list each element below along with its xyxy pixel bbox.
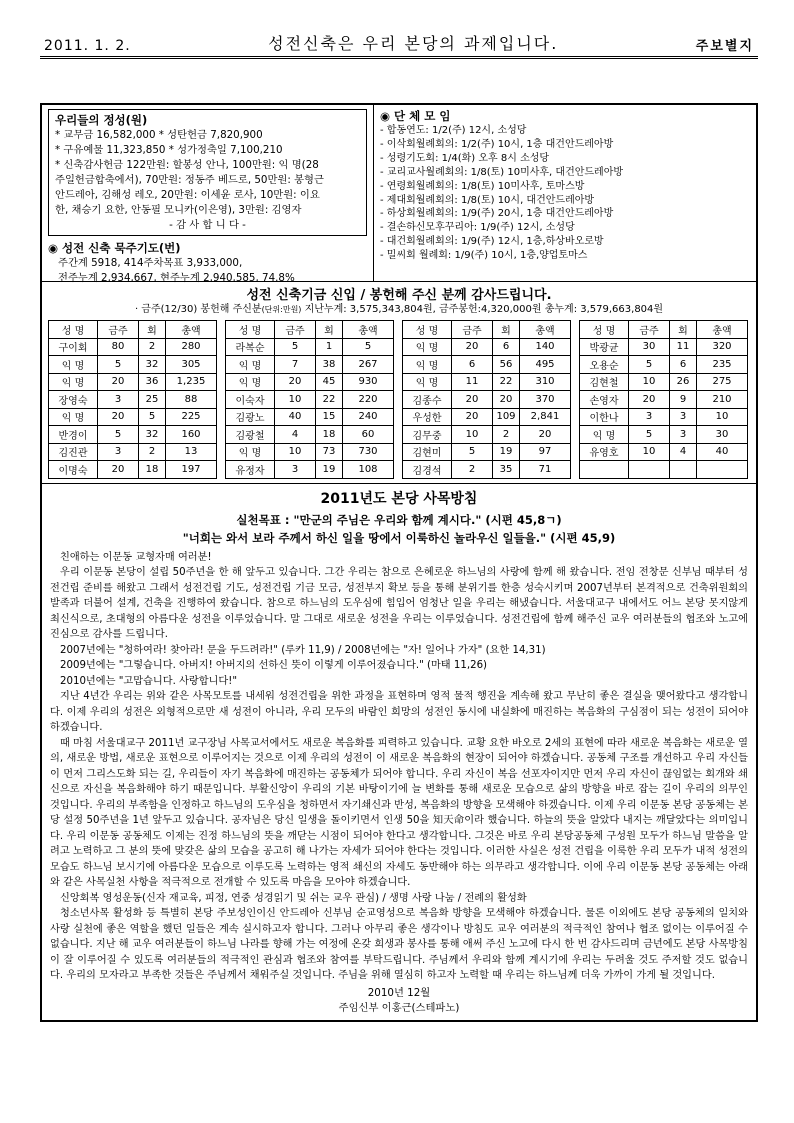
table-row	[580, 338, 748, 356]
fund-section	[42, 284, 756, 479]
table-cell: 5	[139, 408, 166, 426]
policy-body	[50, 550, 748, 984]
table-cell: 익 명	[49, 373, 98, 391]
table-cell: 73	[316, 443, 343, 461]
table-row	[49, 338, 217, 356]
table-cell: 20	[493, 391, 520, 409]
table-cell: 2	[139, 338, 166, 356]
policy-paragraph: 2007년에는 "청하여라! 찾아라! 문을 두드려라!" (루카 11,9) / 2008년에는 "자! 일어나 가자" (요한 14,31)	[60, 644, 546, 656]
table-row	[226, 391, 394, 409]
table-row	[49, 461, 217, 479]
group-item: - 대건회월례회의: 1/9(주) 12시, 1층,하상바오로방	[380, 236, 604, 248]
table-cell: 140	[520, 338, 571, 356]
table-cell: 2	[452, 461, 493, 479]
table-cell: 박광균	[580, 338, 629, 356]
devotion-lines	[55, 128, 360, 233]
table-cell: 우성한	[403, 408, 452, 426]
table-cell	[670, 461, 697, 479]
table-cell: 20	[98, 373, 139, 391]
table-cell: 반경이	[49, 426, 98, 444]
issue-date: 2011. 1. 2.	[44, 38, 131, 54]
table-cell: 익 명	[403, 356, 452, 374]
fund-column-header: 총액	[343, 321, 394, 339]
group-item: - 성령기도회: 1/4(화) 오후 8시 소성당	[380, 152, 550, 164]
table-cell: 495	[520, 356, 571, 374]
table-cell: 3	[98, 391, 139, 409]
table-row	[49, 356, 217, 374]
table-cell: 20	[629, 391, 670, 409]
fund-summary-a: · 금주(12/30) 봉헌해 주신분	[134, 304, 262, 315]
table-row	[226, 461, 394, 479]
table-row	[403, 338, 571, 356]
table-cell: 5	[629, 356, 670, 374]
table-cell: 손영자	[580, 391, 629, 409]
table-cell: 6	[493, 338, 520, 356]
signature-date: 2010년 12월	[367, 986, 431, 999]
table-cell: 7	[275, 356, 316, 374]
table-cell: 10	[629, 373, 670, 391]
table-cell: 10	[452, 426, 493, 444]
table-cell: 275	[697, 373, 748, 391]
table-cell: 4	[275, 426, 316, 444]
fund-tables	[42, 317, 756, 479]
policy-paragraph: 우리 이문동 본당이 설립 50주년을 한 해 앞두고 있습니다. 그간 우리는 참으로 은혜로운 하느님의 사랑에 함께 해 왔습니다. 전임 전창문 신부님 때부터 성전건립 준비를 해왔고 그래서 성전건립 기도, 성전건립 기금 모금, 성전부지 확보 등을 통해 분위기를 한층 성숙시키며 2007년부터 본격적으로 건축위원회의 발족과 더불어 설계, 건축을 진행하여 왔습니다. 참으로 하느님의 도우심에 힘입어 엄청난 일을 우리는 해냈습니다. 서울대교구 내에서도 어느 본당 못지않게 최신식으로, 초대형의 아름다운 성전을 이루었습니다. 말 그대로 새로운 성전을 우리는 이루었습니다. 성전건립에 함께 해주신 교우 여러분들의 협조와 노고에 진심으로 감사를 드립니다.	[50, 567, 748, 640]
table-row	[580, 461, 748, 479]
fund-column-header: 총액	[697, 321, 748, 339]
table-cell: 익 명	[49, 356, 98, 374]
table-cell	[629, 461, 670, 479]
fund-table	[48, 320, 217, 479]
table-row	[580, 443, 748, 461]
fund-unit: (단위:만원)	[261, 305, 302, 314]
table-cell: 익 명	[403, 338, 452, 356]
table-cell: 2	[139, 443, 166, 461]
table-cell: 김광노	[226, 408, 275, 426]
table-cell: 5	[98, 426, 139, 444]
fund-column-header: 회	[316, 321, 343, 339]
table-cell: 160	[166, 426, 217, 444]
table-cell: 310	[520, 373, 571, 391]
table-cell: 9	[670, 391, 697, 409]
table-cell: 3	[629, 408, 670, 426]
table-cell: 20	[452, 338, 493, 356]
table-row	[226, 356, 394, 374]
table-cell: 5	[452, 443, 493, 461]
table-cell: 267	[343, 356, 394, 374]
fund-column-header: 성 명	[226, 321, 275, 339]
table-cell: 730	[343, 443, 394, 461]
table-cell: 유영호	[580, 443, 629, 461]
table-cell: 이한나	[580, 408, 629, 426]
policy-goal: 실천목표 : "만군의 주님은 우리와 함께 계시다." (시편 45,8ㄱ)	[236, 512, 562, 527]
fund-summary-b: 지난누계: 3,575,343,804원, 금주봉헌:4,320,000원 총누계: 3,579,663,804원	[304, 304, 664, 315]
table-cell: 370	[520, 391, 571, 409]
devotion-title: 우리들의 정성(원)	[55, 113, 148, 127]
table-cell: 김진관	[49, 443, 98, 461]
devotion-thanks: - 감 사 합 니 다 -	[169, 219, 246, 231]
bulletin-frame	[40, 103, 758, 1022]
table-cell: 10	[697, 408, 748, 426]
table-cell: 36	[139, 373, 166, 391]
table-cell: 20	[275, 373, 316, 391]
table-cell: 3	[670, 426, 697, 444]
table-cell: 40	[697, 443, 748, 461]
table-cell: 6	[670, 356, 697, 374]
table-cell: 이명숙	[49, 461, 98, 479]
policy-paragraph: 때 마침 서울대교구 2011년 교구장님 사목교서에서도 새로운 복음화를 피력하고 있습니다. 교황 요한 바오로 2세의 표현에 따라 새로운 복음화는 새로운 열의, 새로운 방법, 새로운 표현으로 이루어지는 것으로 이제 우리의 성전이 이 새로운 복음화의 현장이 되어야 하겠습니다. 공동체 구조를 개선하고 우리 자신들이 먼저 그리스도화 되는 길, 우리들이 자기 복음화에 매진하는 공동체가 되어야 합니다. 우리 자신이 복음 선포자이지만 먼저 우리 자신이 끊임없는 회개와 쇄신으로 자신을 복음화해야 하기 때문입니다. 부활신앙이 우리의 기본 바탕이기에 늘 변화를 통해 새로운 모습으로 삶의 방향을 바로 잡는 길이 우리의 의무인 것입니다. 우리의 부족함을 인정하고 하느님의 도우심을 청하면서 자기쇄신과 반성, 복음화의 방향을 모색해야 하겠습니다. 이제 우리 이문동 본당 공동체는 본당 설정 50주년을 1년 앞두고 있습니다. 공자님은 당신 일생을 돌이키면서 인생 50을 知天命이라 했습니다. 하늘의 뜻을 알았다 내지는 깨달았다는 의미입니다. 우리 이문동 공동체도 이제는 진정 하느님의 뜻을 깨닫는 시점이 되어야 한다고 생각합니다. 그것은 바로 우리 본당공동체 구성원 모두가 하느님 말씀을 알려고 노력하고 그 분의 뜻에 맞갖은 삶의 모습을 공고히 해 나가는 자세가 되어야 한다는 것입니다. 이러한 사실은 성전 건립을 이룩한 우리 모두가 내적 성전의 모습도 하느님 보시기에 아름다운 모습으로 이루도록 노력하는 영적 쇄신의 자세도 동반해야 하는 의무라고 생각합니다. 이에 우리 이문동 본당 공동체는 아래와 같은 사목실천 사항을 적극적으로 전개할 수 있도록 마음을 모아야 하겠습니다.	[50, 737, 748, 888]
fund-column-header: 총액	[166, 321, 217, 339]
table-cell: 19	[316, 461, 343, 479]
table-row	[580, 391, 748, 409]
page	[40, 28, 758, 1022]
policy-paragraph: 신앙회복 영성운동(신자 재교육, 피정, 연중 성경읽기 및 쉬는 교우 관심) / 생명 사랑 나눔 / 전례의 활성화	[60, 892, 527, 904]
group-item: - 이삭회월례회의: 1/2(주) 10시, 1층 대건안드레아방	[380, 138, 614, 150]
table-cell: 11	[452, 373, 493, 391]
table-cell: 22	[316, 391, 343, 409]
group-item: - 결손하신모후꾸리아: 1/9(주) 12시, 소성당	[380, 222, 575, 234]
table-row	[403, 443, 571, 461]
table-cell: 32	[139, 356, 166, 374]
table-cell	[580, 461, 629, 479]
table-row	[226, 443, 394, 461]
table-cell: 2,841	[520, 408, 571, 426]
table-cell: 18	[139, 461, 166, 479]
table-cell: 10	[275, 443, 316, 461]
group-item: - 밀씨회 월례회: 1/9(주) 10시, 1층,양업토마스	[380, 250, 588, 262]
table-row	[49, 408, 217, 426]
table-cell: 김무중	[403, 426, 452, 444]
table-cell: 익 명	[226, 373, 275, 391]
table-cell: 익 명	[226, 443, 275, 461]
table-cell	[697, 461, 748, 479]
table-cell: 1,235	[166, 373, 217, 391]
fund-column-header: 성 명	[403, 321, 452, 339]
devotion-line: * 교무금 16,582,000 * 성탄헌금 7,820,900	[55, 129, 263, 141]
table-cell: 60	[343, 426, 394, 444]
table-cell: 88	[166, 391, 217, 409]
table-cell: 35	[493, 461, 520, 479]
table-cell: 15	[316, 408, 343, 426]
prayer-box	[48, 240, 367, 286]
table-cell: 유정자	[226, 461, 275, 479]
header-label: 주보별지	[695, 39, 754, 54]
fund-table	[402, 320, 571, 479]
table-cell: 13	[166, 443, 217, 461]
devotion-box	[48, 109, 367, 236]
table-cell: 오용순	[580, 356, 629, 374]
table-cell: 210	[697, 391, 748, 409]
table-cell: 3	[670, 408, 697, 426]
table-cell: 김현철	[580, 373, 629, 391]
table-cell: 220	[343, 391, 394, 409]
table-cell: 10	[275, 391, 316, 409]
table-cell: 20	[98, 461, 139, 479]
table-row	[580, 408, 748, 426]
devotion-line: 안드레아, 김해성 레오, 20만원: 이세윤 로사, 10만원: 이요	[55, 189, 320, 201]
table-cell: 5	[275, 338, 316, 356]
left-column	[42, 105, 374, 284]
group-item: - 연령회월례회의: 1/8(토) 10미사후, 토마스방	[380, 180, 585, 192]
table-cell: 11	[670, 338, 697, 356]
table-cell: 109	[493, 408, 520, 426]
fund-column-header: 금주	[629, 321, 670, 339]
table-cell: 익 명	[580, 426, 629, 444]
table-row	[580, 373, 748, 391]
prayer-line: 주간계 5918, 414주차목표 3,933,000,	[58, 257, 243, 269]
prayer-line: 전주누계 2,934,667, 현주누계 2,940,585, 74.8%	[58, 272, 295, 284]
fund-table-header	[226, 321, 394, 339]
fund-table-header	[580, 321, 748, 339]
table-cell: 80	[98, 338, 139, 356]
table-cell: 22	[493, 373, 520, 391]
policy-paragraph: 청소년사목 활성화 등 특별히 본당 주보성인이신 안드레아 신부님 순교영성으로 복음화 방향을 모색해야 하겠습니다. 물론 이외에도 본당 공동체의 일치와 사랑 실천에 좋은 역할을 했던 일들은 계속 실시하고자 합니다. 그러나 아무리 좋은 생각이나 방침도 교우 여러분의 적극적인 참여나 협조 없이는 이루어질 수 없습니다. 지난 해 교우 여러분들이 하느님 나라를 향해 가는 여정에 온갖 희생과 봉사를 통해 애써 주신 노고에 다시 한 번 감사드리며 금년에도 본당 사목방침이 잘 이루어질 수 있도록 여러분들의 적극적인 관심과 협조와 참여를 부탁드립니다. 주님께서 우리와 함께 계시기에 우리는 두려울 것도 주저할 것도 없습니다. 우리의 모자라고 부족한 것들은 주님께서 채워주실 것입니다. 주님을 위해 열심히 하고자 노력할 때 우리는 하느님께 더욱 가까이 가게 될 것입니다.	[50, 908, 748, 981]
fund-column-header: 성 명	[49, 321, 98, 339]
fund-title: 성전 신축기금 신입 / 봉헌해 주신 분께 감사드립니다.	[246, 288, 552, 303]
table-cell: 197	[166, 461, 217, 479]
table-cell: 280	[166, 338, 217, 356]
fund-column-header: 회	[670, 321, 697, 339]
table-cell: 19	[493, 443, 520, 461]
table-cell: 5	[98, 356, 139, 374]
table-cell: 10	[629, 443, 670, 461]
table-row	[403, 373, 571, 391]
table-cell: 240	[343, 408, 394, 426]
table-row	[49, 443, 217, 461]
table-cell: 1	[316, 338, 343, 356]
group-item: - 합동연도: 1/2(주) 12시, 소성당	[380, 125, 527, 136]
page-header	[40, 28, 758, 59]
table-row	[403, 356, 571, 374]
table-cell: 익 명	[403, 373, 452, 391]
fund-column-header: 총액	[520, 321, 571, 339]
table-row	[226, 408, 394, 426]
table-row	[403, 426, 571, 444]
table-row	[580, 426, 748, 444]
signature	[50, 986, 748, 1016]
table-cell: 6	[452, 356, 493, 374]
table-cell: 익 명	[226, 356, 275, 374]
table-cell: 225	[166, 408, 217, 426]
prayer-title: ◉ 성전 신축 묵주기도(번)	[48, 241, 181, 255]
table-cell: 20	[452, 408, 493, 426]
table-row	[49, 373, 217, 391]
header-title: 성전신축은 우리 본당의 과제입니다.	[268, 34, 559, 53]
table-cell: 32	[139, 426, 166, 444]
table-cell: 20	[98, 408, 139, 426]
group-item: - 제대회월례회의: 1/8(토) 10시, 대건안드레아방	[380, 194, 595, 206]
table-cell: 3	[98, 443, 139, 461]
table-cell: 40	[275, 408, 316, 426]
table-cell: 305	[166, 356, 217, 374]
table-cell: 45	[316, 373, 343, 391]
policy-paragraph: 친애하는 이문동 교형자매 여러분!	[60, 551, 212, 563]
fund-column-header: 금주	[98, 321, 139, 339]
table-cell: 18	[316, 426, 343, 444]
groups-column	[374, 105, 756, 281]
devotion-line: * 구유예물 11,323,850 * 성가정축일 7,100,210	[55, 144, 283, 156]
table-cell: 김종수	[403, 391, 452, 409]
fund-table-header	[403, 321, 571, 339]
table-cell: 3	[275, 461, 316, 479]
fund-table-header	[49, 321, 217, 339]
group-item: - 하상회월례회의: 1/9(주) 20시, 1층 대건안드레아방	[380, 208, 614, 220]
table-cell: 김현미	[403, 443, 452, 461]
table-cell: 56	[493, 356, 520, 374]
table-cell: 익 명	[49, 408, 98, 426]
policy-title: 2011년도 본당 사목방침	[320, 490, 478, 507]
table-cell: 25	[139, 391, 166, 409]
table-cell: 930	[343, 373, 394, 391]
table-cell: 26	[670, 373, 697, 391]
table-cell: 이숙자	[226, 391, 275, 409]
policy-paragraph: 2010년에는 "고맙습니다. 사랑합니다!"	[60, 675, 238, 687]
table-cell: 71	[520, 461, 571, 479]
table-cell: 김경석	[403, 461, 452, 479]
fund-column-header: 금주	[275, 321, 316, 339]
group-item: - 교리교사월례회의: 1/8(토) 10미사후, 대건안드레아방	[380, 166, 624, 178]
table-row	[580, 356, 748, 374]
policy-goal-2: "너희는 와서 보라 주께서 하신 일을 땅에서 이룩하신 놀라우신 일들을." (시편 45,9)	[182, 530, 616, 545]
table-cell: 2	[493, 426, 520, 444]
table-cell: 38	[316, 356, 343, 374]
fund-column-header: 금주	[452, 321, 493, 339]
table-row	[403, 408, 571, 426]
table-cell: 97	[520, 443, 571, 461]
table-cell: 320	[697, 338, 748, 356]
fund-table	[579, 320, 748, 479]
table-cell: 구이회	[49, 338, 98, 356]
table-cell: 라복순	[226, 338, 275, 356]
table-cell: 20	[520, 426, 571, 444]
table-cell: 30	[697, 426, 748, 444]
policy-section	[42, 483, 756, 1020]
table-cell: 4	[670, 443, 697, 461]
fund-summary	[42, 303, 756, 317]
fund-table	[225, 320, 394, 479]
devotion-line: 주일헌금합축에서), 70만원: 정동주 베드로, 50만원: 봉형근	[55, 174, 324, 186]
devotion-line: * 신축감사헌금 122만원: 할봉성 안나, 100만원: 익 명(28	[55, 159, 319, 171]
prayer-lines	[48, 256, 367, 286]
table-cell: 김광철	[226, 426, 275, 444]
table-cell: 108	[343, 461, 394, 479]
fund-column-header: 회	[493, 321, 520, 339]
table-row	[49, 426, 217, 444]
table-cell: 장영숙	[49, 391, 98, 409]
table-row	[226, 373, 394, 391]
top-row	[42, 105, 756, 282]
table-row	[403, 391, 571, 409]
fund-column-header: 회	[139, 321, 166, 339]
table-cell: 30	[629, 338, 670, 356]
table-cell: 20	[452, 391, 493, 409]
table-row	[403, 461, 571, 479]
table-cell: 5	[629, 426, 670, 444]
table-row	[49, 391, 217, 409]
table-row	[226, 338, 394, 356]
groups-title: ◉ 단 체 모 임	[380, 109, 451, 123]
devotion-line: 한, 채승기 요한, 안동필 모니카(이은영), 3만원: 김영자	[55, 204, 302, 216]
signature-name: 주임신부 이홍근(스테파노)	[338, 1001, 460, 1014]
table-cell: 235	[697, 356, 748, 374]
table-cell: 5	[343, 338, 394, 356]
table-row	[226, 426, 394, 444]
fund-column-header: 성 명	[580, 321, 629, 339]
policy-paragraph: 지난 4년간 우리는 위와 같은 사목모토를 내세워 성전건립을 위한 과정을 표현하며 영적 물적 행진을 계속해 왔고 무난히 좋은 결실을 맺어왔다고 생각합니다. 이제 우리의 성전은 외형적으로만 새 성전이 아니라, 우리 모두의 바람인 희망의 성전인 동시에 내실화에 매진하는 복음화의 구심점이 되는 성전이 되어야 하겠습니다.	[50, 691, 748, 733]
policy-paragraph: 2009년에는 "그렇습니다. 아버지! 아버지의 선하신 뜻이 이렇게 이루어졌습니다." (마태 11,26)	[60, 660, 488, 671]
